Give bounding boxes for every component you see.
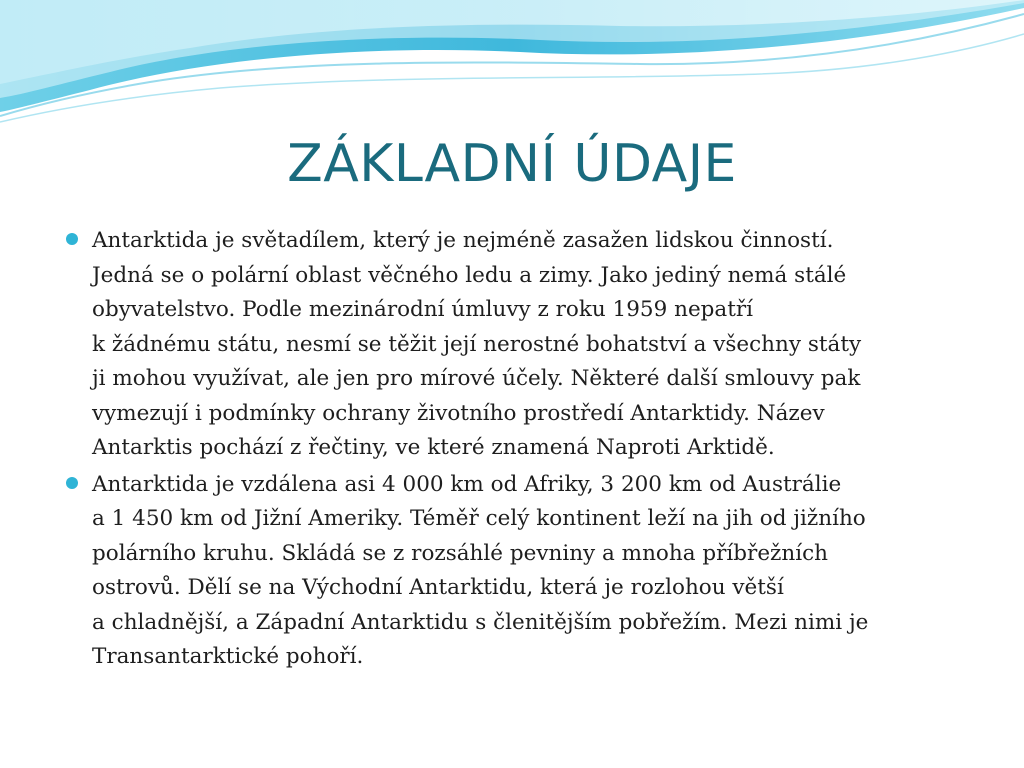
bullet-line: k žádnému státu, nesmí se těžit její nerostné bohatství a všechny státy xyxy=(92,331,862,357)
bullet-list xyxy=(66,224,970,677)
bullet-line: polárního kruhu. Skládá se z rozsáhlé pevniny a mnoha příbřežních xyxy=(92,540,828,566)
bullet-line: Antarktida je vzdálena asi 4 000 km od Afriky, 3 200 km od Austrálie xyxy=(92,471,842,497)
bullet-line: Transantarktické pohoří. xyxy=(92,644,364,669)
bullet-item xyxy=(66,224,970,466)
header-wave-decoration xyxy=(0,0,1024,130)
bullet-line: Antarktis pochází z řečtiny, ve které znamená Naproti Arktidě. xyxy=(92,435,775,460)
slide-title: ZÁKLADNÍ ÚDAJE xyxy=(287,134,737,194)
bullet-line: Antarktida je světadílem, který je nejméně zasažen lidskou činností. xyxy=(92,228,834,253)
bullet-line: obyvatelstvo. Podle mezinárodní úmluvy z roku 1959 nepatří xyxy=(92,297,754,322)
bullet-line: Jedná se o polární oblast věčného ledu a zimy. Jako jediný nemá stálé xyxy=(92,262,847,288)
bullet-line: ji mohou využívat, ale jen pro mírové účely. Některé další smlouvy pak xyxy=(92,366,861,391)
bullet-item xyxy=(66,468,970,675)
bullet-line: vymezují i podmínky ochrany životního prostředí Antarktidy. Název xyxy=(92,400,825,426)
bullet-line: a chladnější, a Západní Antarktidu s členitějším pobřežím. Mezi nimi je xyxy=(92,609,869,635)
bullet-line: a 1 450 km od Jižní Ameriky. Téměř celý kontinent leží na jih od jižního xyxy=(92,506,866,531)
bullet-dot-icon xyxy=(66,477,78,489)
bullet-line: ostrovů. Dělí se na Východní Antarktidu, která je rozlohou větší xyxy=(92,575,784,600)
bullet-dot-icon xyxy=(66,233,78,245)
